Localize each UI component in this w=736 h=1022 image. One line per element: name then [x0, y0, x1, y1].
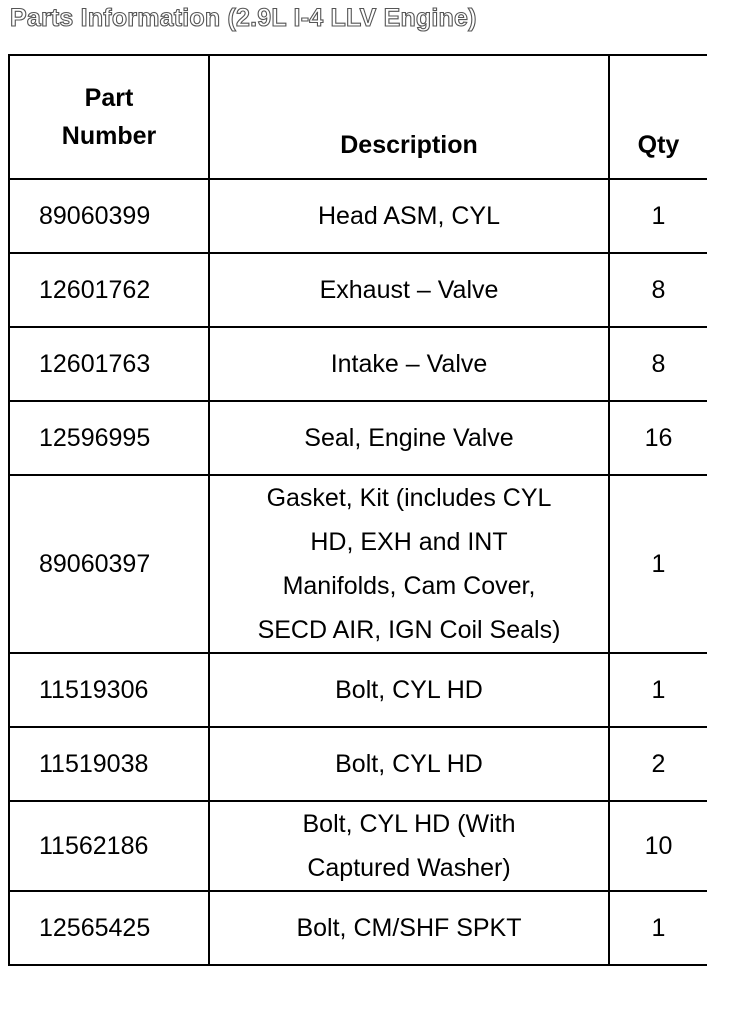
cell-description — [209, 401, 609, 475]
cell-part-number: 12601763 — [9, 327, 209, 401]
cell-description-line: Bolt, CM/SHF SPKT — [296, 914, 522, 942]
cell-description-line: Manifolds, Cam Cover, — [282, 572, 536, 600]
parts-table — [8, 54, 707, 966]
cell-part-number: 11519306 — [9, 653, 209, 727]
cell-description-line: HD, EXH and INT — [310, 528, 508, 556]
table-header-row — [9, 55, 707, 179]
cell-description-line: Captured Washer) — [307, 854, 511, 882]
table-row — [9, 801, 707, 891]
table-row — [9, 327, 707, 401]
cell-part-number: 12565425 — [9, 891, 209, 965]
header-part-number — [9, 55, 209, 179]
cell-description — [209, 891, 609, 965]
cell-qty: 2 — [609, 727, 707, 801]
header-part-number-line: Number — [61, 122, 157, 150]
table-body — [9, 179, 707, 965]
table-row — [9, 891, 707, 965]
page-title: Parts Information (2.9L I-4 LLV Engine) — [10, 4, 477, 32]
cell-description-line: SECD AIR, IGN Coil Seals) — [257, 616, 561, 644]
cell-description-line: Seal, Engine Valve — [304, 424, 514, 452]
cell-description — [209, 253, 609, 327]
cell-description-line: Bolt, CYL HD — [335, 750, 483, 778]
cell-qty: 1 — [609, 891, 707, 965]
table-row — [9, 475, 707, 653]
table-row — [9, 179, 707, 253]
header-qty: Qty — [609, 55, 707, 179]
table-row — [9, 401, 707, 475]
cell-qty: 10 — [609, 801, 707, 891]
header-description: Description — [209, 55, 609, 179]
cell-part-number: 12601762 — [9, 253, 209, 327]
cell-qty: 16 — [609, 401, 707, 475]
cell-qty: 8 — [609, 253, 707, 327]
cell-description-line: Intake – Valve — [330, 350, 488, 378]
cell-description — [209, 727, 609, 801]
cell-description — [209, 653, 609, 727]
cell-part-number: 11562186 — [9, 801, 209, 891]
table-row — [9, 253, 707, 327]
table-row — [9, 653, 707, 727]
cell-part-number: 89060397 — [9, 475, 209, 653]
cell-part-number: 89060399 — [9, 179, 209, 253]
cell-description — [209, 179, 609, 253]
table-row — [9, 727, 707, 801]
cell-part-number: 11519038 — [9, 727, 209, 801]
cell-description-line: Gasket, Kit (includes CYL — [266, 484, 552, 512]
cell-description-line: Exhaust – Valve — [319, 276, 499, 304]
cell-description — [209, 801, 609, 891]
cell-qty: 1 — [609, 475, 707, 653]
cell-description-line: Bolt, CYL HD (With — [302, 810, 516, 838]
cell-qty: 1 — [609, 653, 707, 727]
cell-description — [209, 327, 609, 401]
cell-qty: 8 — [609, 327, 707, 401]
cell-description — [209, 475, 609, 653]
cell-part-number: 12596995 — [9, 401, 209, 475]
cell-description-line: Bolt, CYL HD — [335, 676, 483, 704]
cell-qty: 1 — [609, 179, 707, 253]
header-part-number-line: Part — [84, 84, 134, 112]
cell-description-line: Head ASM, CYL — [317, 202, 501, 230]
